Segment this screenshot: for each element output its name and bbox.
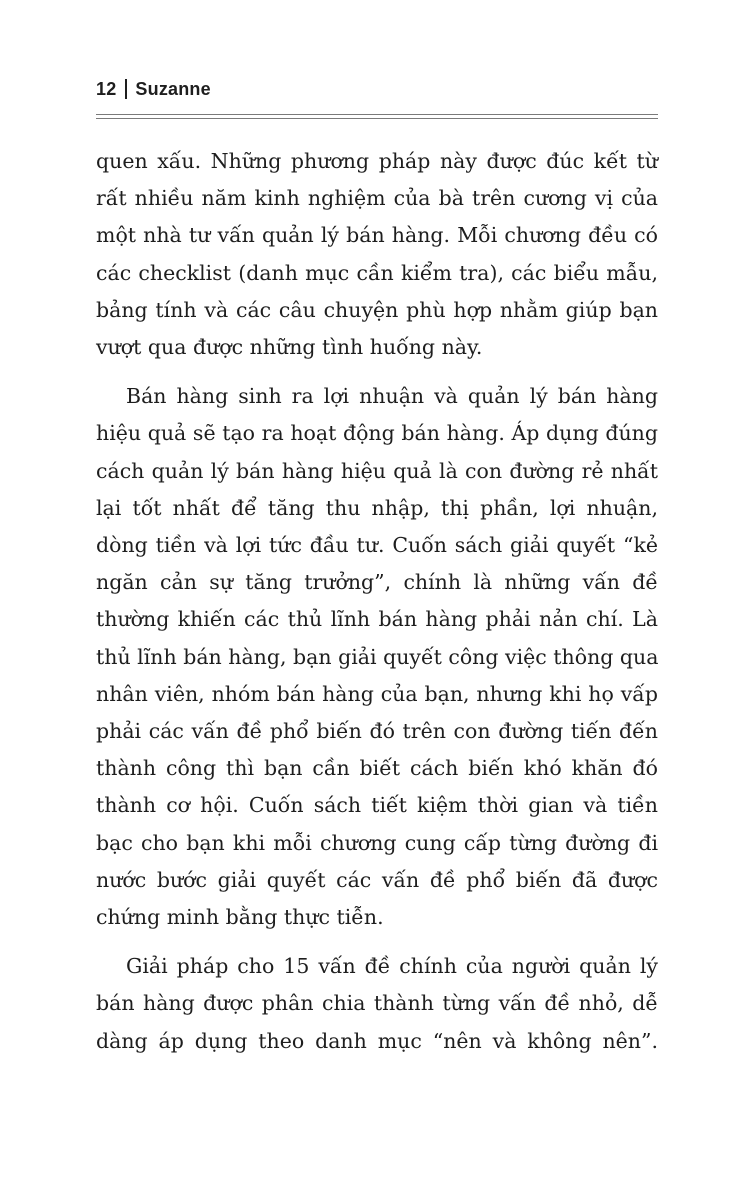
paragraph-3	[96, 948, 658, 1060]
body-text	[96, 143, 658, 1072]
text-line: Giải pháp cho 15 vấn đề chính của người quản lý	[126, 954, 658, 979]
text-line: chứng minh bằng thực tiễn.	[96, 905, 384, 930]
page-number: 12	[96, 78, 117, 99]
text-line: quen xấu. Những phương pháp này được đúc kết từ	[96, 149, 658, 173]
paragraph-2	[96, 378, 658, 936]
text-line: thành công thì bạn cần biết cách biến khó khăn đó	[96, 756, 658, 781]
text-line: cách quản lý bán hàng hiệu quả là con đường rẻ nhất	[96, 458, 658, 483]
text-line: Bán hàng sinh ra lợi nhuận và quản lý bán hàng	[126, 384, 658, 409]
text-line: nhân viên, nhóm bán hàng của bạn, nhưng khi họ vấp	[96, 681, 658, 706]
text-line: thủ lĩnh bán hàng, bạn giải quyết công việc thông qua	[96, 644, 659, 669]
text-line: phải các vấn đề phổ biến đó trên con đường tiến đến	[96, 719, 658, 744]
header-rule-top	[96, 114, 658, 115]
text-line: bạc cho bạn khi mỗi chương cung cấp từng đường đi	[96, 830, 658, 855]
text-line: các checklist (danh mục cần kiểm tra), các biểu mẫu,	[96, 260, 658, 285]
text-line: thành cơ hội. Cuốn sách tiết kiệm thời gian và tiền	[96, 793, 658, 818]
running-header	[96, 76, 656, 102]
text-line: bảng tính và các câu chuyện phù hợp nhằm giúp bạn	[96, 297, 658, 322]
running-title: Suzanne	[135, 78, 211, 99]
text-line: thường khiến các thủ lĩnh bán hàng phải nản chí. Là	[96, 607, 658, 632]
header-rule-bottom	[96, 118, 658, 119]
text-line: một nhà tư vấn quản lý bán hàng. Mỗi chương đều có	[96, 223, 658, 248]
text-line: bán hàng được phân chia thành từng vấn đề nhỏ, dễ	[96, 991, 658, 1016]
text-line: vượt qua được những tình huống này.	[96, 335, 483, 360]
text-line: ngăn cản sự tăng trưởng”, chính là những vấn đề	[96, 570, 658, 595]
text-line: dòng tiền và lợi tức đầu tư. Cuốn sách giải quyết “kẻ	[96, 533, 658, 558]
text-line: lại tốt nhất để tăng thu nhập, thị phần, lợi nhuận,	[96, 495, 658, 520]
paragraph-1	[96, 143, 658, 366]
header-separator	[125, 79, 127, 99]
text-line: rất nhiều năm kinh nghiệm của bà trên cương vị của	[96, 186, 658, 211]
text-line: hiệu quả sẽ tạo ra hoạt động bán hàng. Áp dụng đúng	[96, 421, 658, 446]
text-line: dàng áp dụng theo danh mục “nên và không nên”.	[96, 1028, 658, 1053]
text-line: nước bước giải quyết các vấn đề phổ biến đã được	[96, 867, 658, 892]
